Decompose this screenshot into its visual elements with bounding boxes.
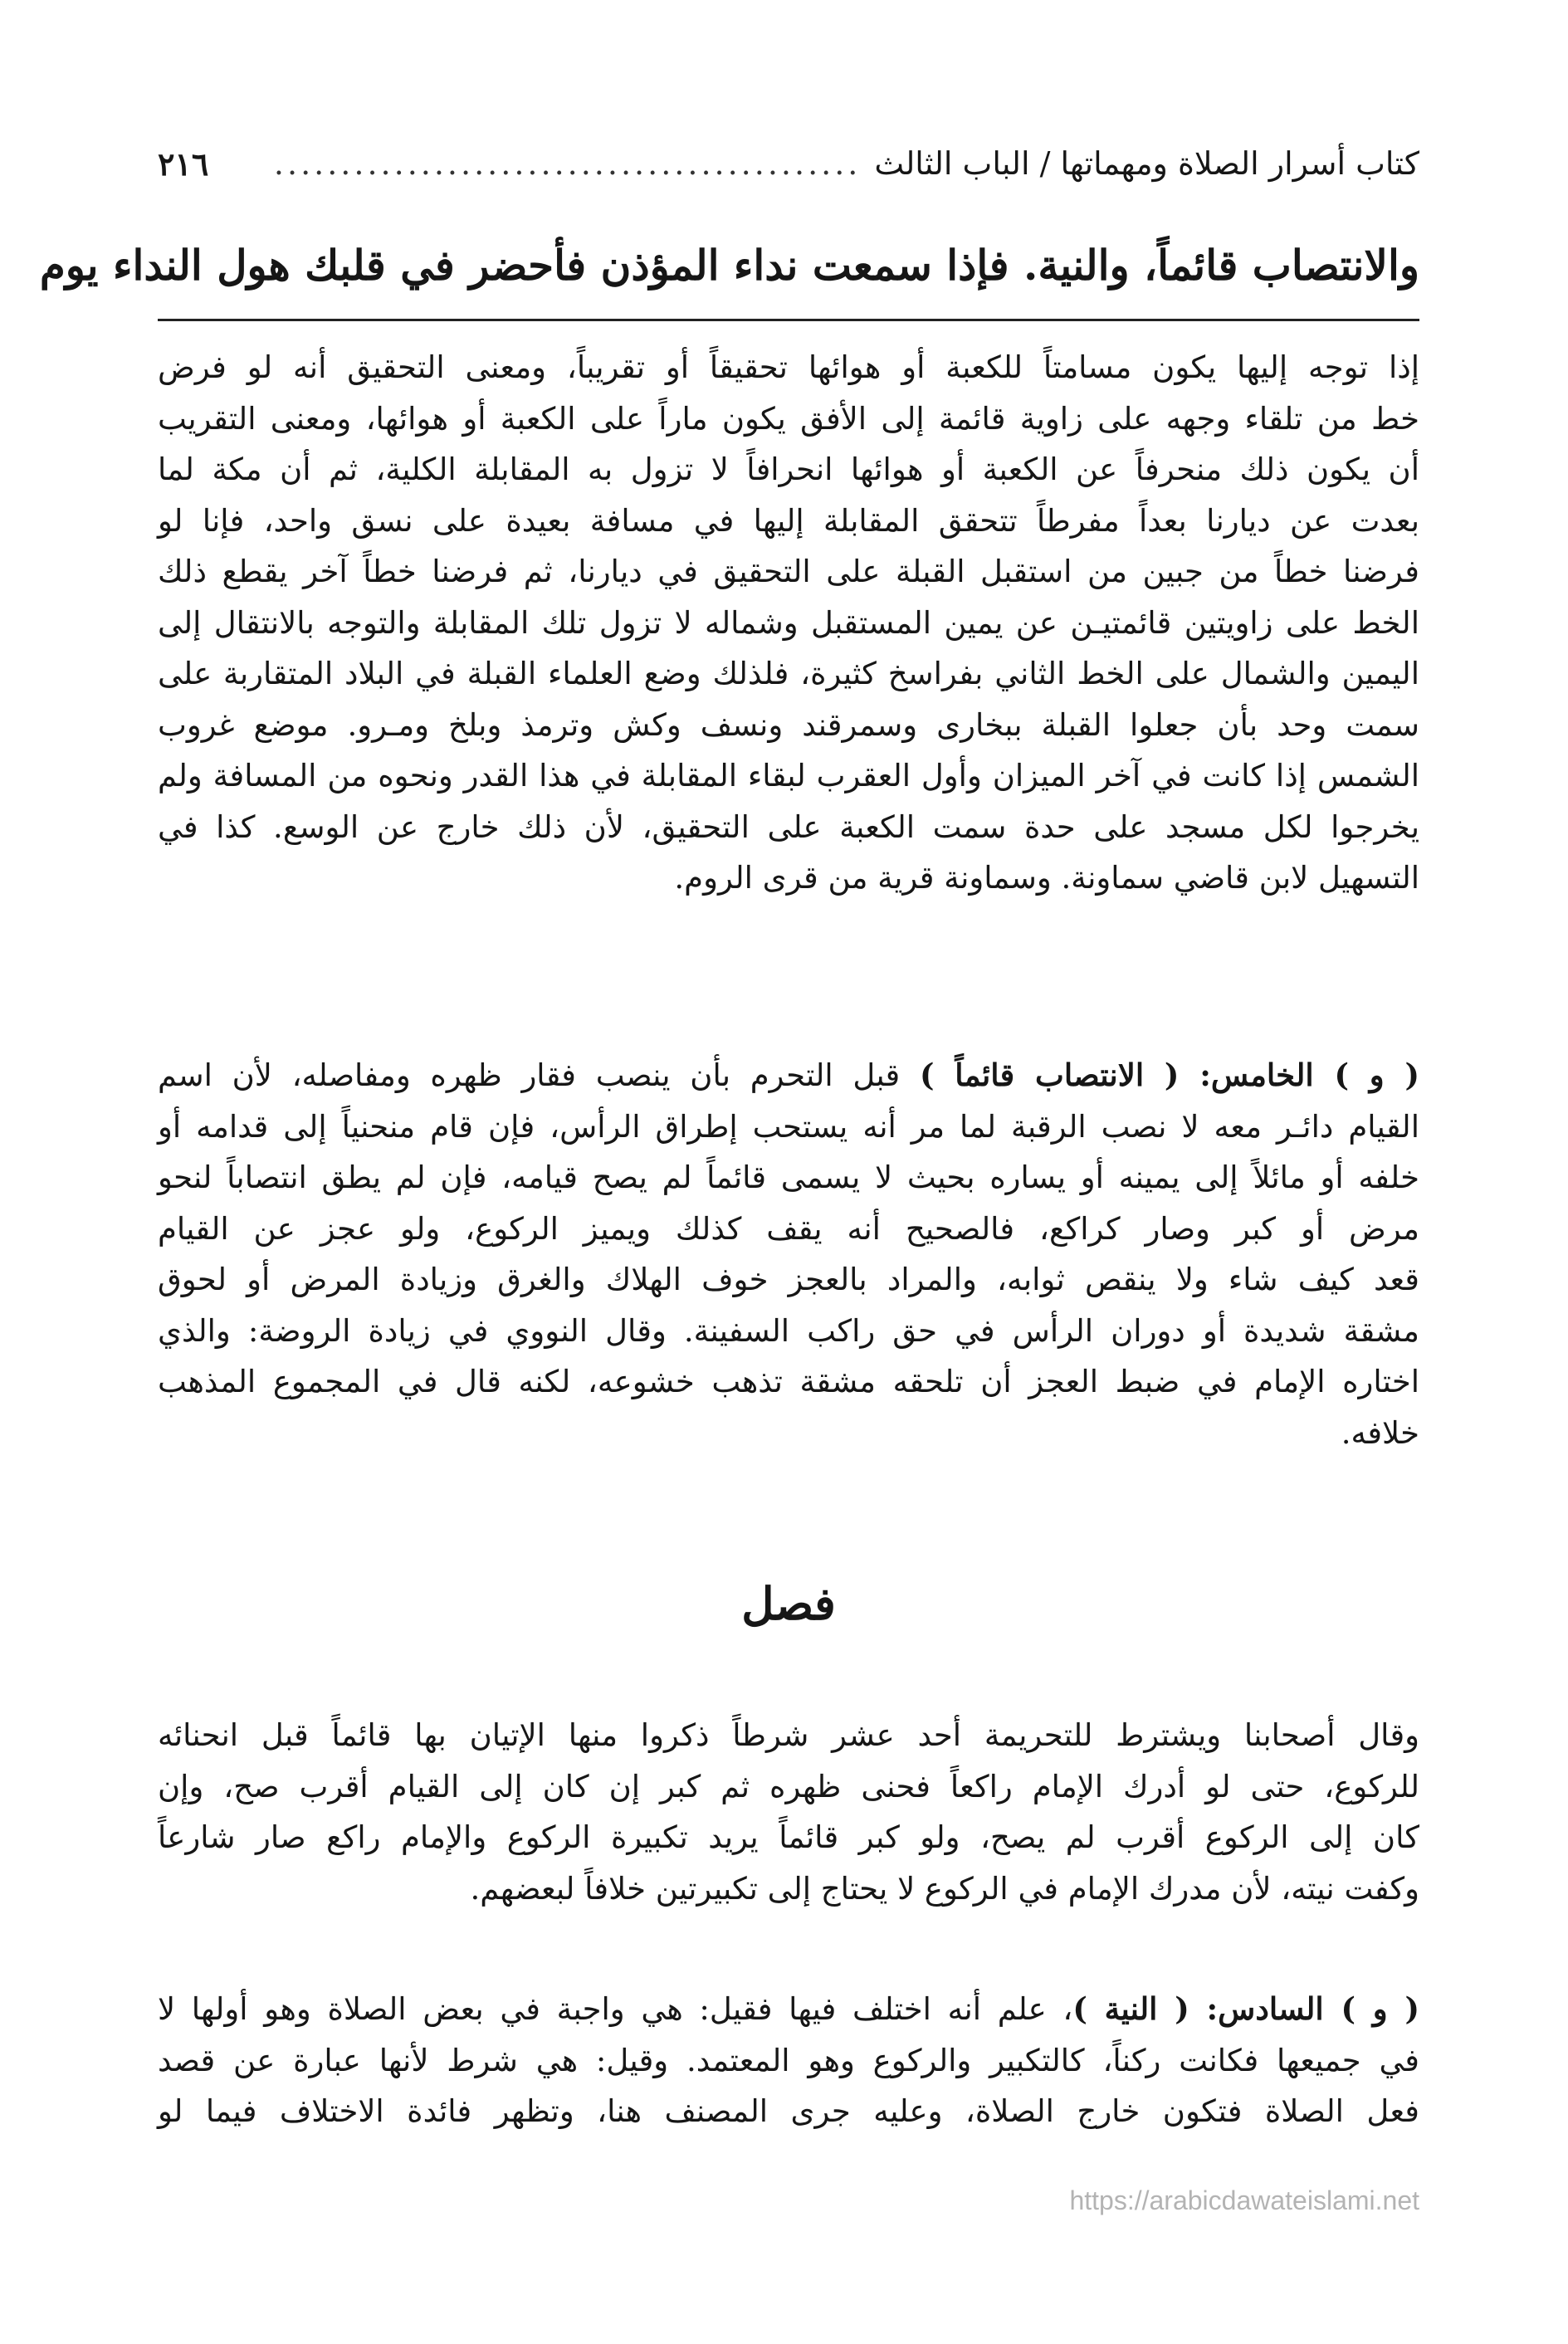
text-line: مشقة شديدة أو دوران الرأس في حق راكب السفينة. وقال النووي في زيادة الروضة: والذي <box>158 1312 1419 1349</box>
text-line: إذا توجه إليها يكون مسامتاً للكعبة أو هوائها تحقيقاً أو تقريباً، ومعنى التحقيق أنه لو فرض <box>158 349 1419 385</box>
text-line: اختاره الإمام في ضبط العجز أن تلحقه مشقة تذهب خشوعه، لكنه قال في المجموع المذهب <box>158 1364 1419 1399</box>
text-line: القيام دائـر معه لا نصب الرقبة لما مر أنه يستحب إطراق الرأس، فإن قام منحنياً إلى قدامه أو <box>158 1108 1419 1145</box>
separator-rule <box>158 319 1419 321</box>
leader-dots: ............................................ <box>273 145 862 182</box>
commentary-paragraph-standing <box>158 1050 1419 1458</box>
paragraph-lead: ( و ) السادس: ( النية ) <box>1072 1990 1419 2027</box>
text-line: فرضنا خطاً من جبين من استقبل القبلة على التحقيق في ديارنا، ثم فرضنا خطاً آخر يقطع ذلك <box>158 554 1419 589</box>
text-line: التسهيل لابن قاضي سماونة. وسماونة قرية من قرى الروم. <box>674 860 1419 896</box>
text-line: بعدت عن ديارنا بعداً مفرطاً تتحقق المقابلة إليها في مسافة بعيدة على نسق واحد، فإنا لو <box>158 502 1419 539</box>
text-line: أن يكون ذلك منحرفاً عن الكعبة أو هوائها انحرافاً لا تزول به المقابلة الكلية، ثم أن مكة لما <box>158 452 1419 487</box>
running-title-block <box>274 145 1419 182</box>
paragraph-lead-rest: ، علم أنه اختلف فيها فقيل: هي واجبة في بعض الصلاة وهو أولها لا <box>158 1991 1073 2027</box>
text-line: فعل الصلاة فتكون خارج الصلاة، وعليه جرى المصنف هنا، وتظهر فائدة الاختلاف فيما لو <box>158 2093 1419 2129</box>
main-text-line: والانتصاب قائماً، والنية. فإذا سمعت نداء المؤذن فأحضر في قلبك هول النداء يوم <box>39 241 1419 290</box>
text-line <box>158 1050 1419 1101</box>
text-line: خط من تلقاء وجهه على زاوية قائمة إلى الأفق يكون ماراً على الكعبة أو هوائها، ومعنى التقريب <box>158 400 1419 437</box>
text-line: الخط على زاويتين قائمتيـن عن يمين المستقبل وشماله لا تزول تلك المقابلة والتوجه بالانتقال إلى <box>158 604 1419 641</box>
text-line: اليمين والشمال على الخط الثاني بفراسخ كثيرة، فلذلك وضع العلماء القبلة في البلاد المتقاربة على <box>158 656 1419 691</box>
page-header <box>158 134 1419 193</box>
paragraph-lead: ( و ) الخامس: ( الانتصاب قائماً ) <box>919 1057 1419 1093</box>
text-line: وقال أصحابنا ويشترط للتحريمة أحد عشر شرطاً ذكروا منها الإتيان بها قائماً قبل انحنائه <box>158 1717 1419 1753</box>
text-line: خلافه. <box>1341 1414 1419 1451</box>
text-line: كان إلى الركوع أقرب لم يصح، ولو كبر قائماً يريد تكبيرة الركوع والإمام راكع صار شارعاً <box>158 1819 1419 1855</box>
commentary-paragraph-qibla <box>158 342 1419 904</box>
text-line: خلفه أو مائلاً إلى يمينه أو يساره بحيث لا يسمى قائماً لم يصح قيامه، فإن لم يطق انتصاباً لنحو <box>158 1160 1419 1195</box>
text-line <box>158 1984 1419 2035</box>
page-number: ٢١٦ <box>158 144 209 183</box>
commentary-paragraph-intention <box>158 1984 1419 2137</box>
text-line: يخرجوا لكل مسجد على حدة سمت الكعبة على التحقيق، لأن ذلك خارج عن الوسع. كذا في <box>158 808 1419 845</box>
text-line: للركوع، حتى لو أدرك الإمام راكعاً فحنى ظهره ثم كبر إن كان إلى القيام أقرب صح، وإن <box>158 1768 1419 1804</box>
section-heading: فصل <box>741 1577 836 1630</box>
text-line: سمت وحد بأن جعلوا القبلة ببخارى وسمرقند ونسف وكش وترمذ وبلخ ومـرو. موضع غروب <box>158 706 1419 743</box>
paragraph-lead-rest: قبل التحرم بأن ينصب فقار ظهره ومفاصله، لأن اسم <box>158 1057 901 1093</box>
commentary-paragraph-takbir <box>158 1710 1419 1914</box>
running-title: كتاب أسرار الصلاة ومهماتها / الباب الثالث <box>874 145 1419 182</box>
text-line: مرض أو كبر وصار كراكع، فالصحيح أنه يقف كذلك ويميز الركوع، ولو عجز عن القيام <box>158 1210 1419 1247</box>
text-line: في جميعها فكانت ركناً، كالتكبير والركوع وهو المعتمد. وقيل: هي شرط لأنها عبارة عن قصد <box>158 2042 1419 2078</box>
text-line: قعد كيف شاء ولا ينقص ثوابه، والمراد بالعجز خوف الهلاك والغرق وزيادة المرض أو لحوق <box>158 1262 1419 1297</box>
watermark-url: https://arabicdawateislami.net <box>1069 2185 1419 2215</box>
text-line: وكفت نيته، لأن مدرك الإمام في الركوع لا يحتاج إلى تكبيرتين خلافاً لبعضهم. <box>470 1870 1419 1907</box>
text-line: الشمس إذا كانت في آخر الميزان وأول العقرب لبقاء المقابلة في هذا القدر ونحوه من المسافة ولم <box>158 758 1419 794</box>
